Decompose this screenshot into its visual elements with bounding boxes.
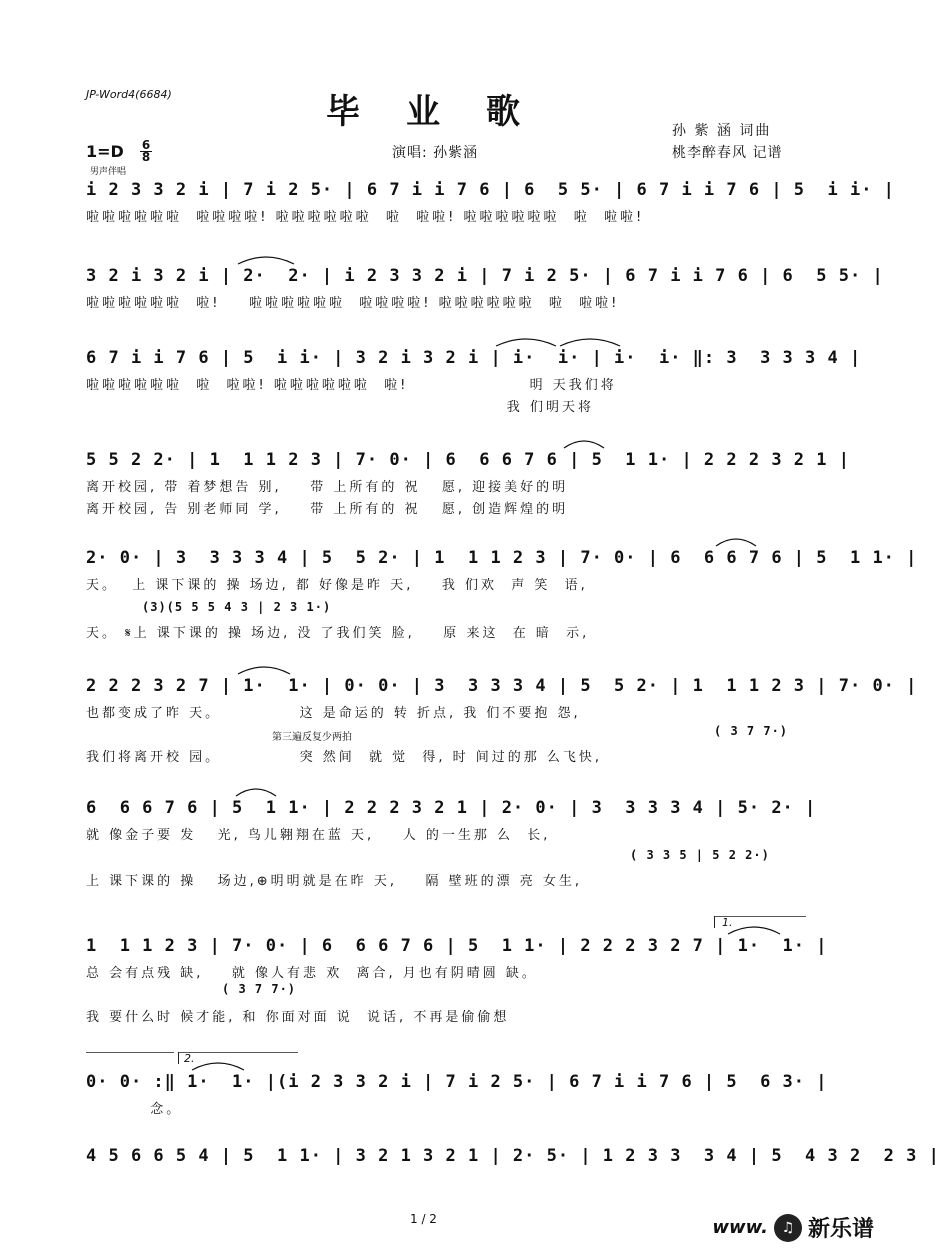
lyric-line-2: 我 要什么时 候才能, 和 你面对面 说 说话, 不再是偷偷想 xyxy=(86,1010,510,1025)
score-system-5 xyxy=(86,544,918,648)
lyric-line-1: 念。 xyxy=(86,1102,183,1117)
lyric-line-2: 天。 𝄋上 课下课的 操 场边, 没 了我们笑 脸, 原 来这 在 暗 示, xyxy=(86,626,590,641)
score-system-6 xyxy=(86,672,918,772)
page-number: 1 / 2 xyxy=(410,1212,437,1226)
lyric-line-1: 也都变成了昨 天。 这 是命运的 转 折点, 我 们不要抱 怨, xyxy=(86,706,581,721)
lyric-line-1: 啦啦啦啦啦啦 啦 啦啦! 啦啦啦啦啦啦 啦! 明 天我们将 xyxy=(86,378,617,393)
lyric-line-1: 天。 上 课下课的 操 场边, 都 好像是昨 天, 我 们欢 声 笑 语, xyxy=(86,578,588,593)
lyric-line-1: 啦啦啦啦啦啦 啦! 啦啦啦啦啦啦 啦啦啦啦! 啦啦啦啦啦啦 啦 啦啦! xyxy=(86,296,620,311)
notation-line: 3 2 i 3 2 i | 2· 2· | i 2 3 3 2 i | 7 i 2 5· | 6 7 i i 7 6 | 6 5 5· | xyxy=(86,266,884,286)
volta-number: 2. xyxy=(184,1052,195,1065)
notation-line: 0· 0· :‖ 1· 1· |(i 2 3 3 2 i | 7 i 2 5· | 6 7 i i 7 6 | 5 6 3· | xyxy=(86,1072,828,1092)
lyric-line-2: 我 们明天将 xyxy=(86,400,594,415)
notation-line: 2 2 2 3 2 7 | 1· 1· | 0· 0· | 3 3 3 3 4 | 5 5 2· | 1 1 1 2 3 | 7· 0· | xyxy=(86,676,918,696)
score-system-10 xyxy=(86,1142,940,1182)
lyricist-composer-credit: 孙 紫 涵 词曲 xyxy=(672,123,772,139)
notation-line: 5 5 2 2· | 1 1 1 2 3 | 7· 0· | 6 6 6 7 6 | 5 1 1· | 2 2 2 3 2 1 | xyxy=(86,450,850,470)
score-system-3 xyxy=(86,344,862,424)
edition-label: JP-Word4(6684) xyxy=(86,88,172,101)
accompaniment-notes: (3)(5 5 5 4 3 | 2 3 1·) xyxy=(142,600,332,614)
lyric-line-2: 上 课下课的 操 场边,⊕明明就是在昨 天, 隔 壁班的漂 亮 女生, xyxy=(86,874,583,889)
brand-watermark xyxy=(712,1212,874,1243)
voice-note: 男声伴唱 xyxy=(90,167,127,177)
notation-line: 1 1 1 2 3 | 7· 0· | 6 6 6 7 6 | 5 1 1· | 2 2 2 3 2 7 | 1· 1· | xyxy=(86,936,828,956)
notation-line: i 2 3 3 2 i | 7 i 2 5· | 6 7 i i 7 6 | 6 5 5· | 6 7 i i 7 6 | 5 i i· | xyxy=(86,180,895,200)
notation-line: 4 5 6 6 5 4 | 5 1 1· | 3 2 1 3 2 1 | 2· 5· | 1 2 3 3 3 4 | 5 4 3 2 2 3 | xyxy=(86,1146,940,1166)
score-system-7 xyxy=(86,794,817,894)
lyric-line-1: 总 会有点残 缺, 就 像人有悲 欢 离合, 月也有阴晴圆 缺。 xyxy=(86,966,538,981)
singer-credit: 演唱: 孙紫涵 xyxy=(392,145,479,161)
accompaniment-notes: ( 3 7 7·) xyxy=(714,724,789,738)
key-signature: 1=D xyxy=(86,142,124,161)
brand-url: www. xyxy=(712,1217,768,1238)
time-signature xyxy=(140,140,152,163)
volta-bracket-edge xyxy=(178,1052,179,1064)
volta-number: 1. xyxy=(722,916,733,929)
transcriber-credit: 桃李醉春风 记谱 xyxy=(672,145,783,161)
time-denominator: 8 xyxy=(141,150,151,164)
lyric-line-1: 啦啦啦啦啦啦 啦啦啦啦! 啦啦啦啦啦啦 啦 啦啦! 啦啦啦啦啦啦 啦 啦啦! xyxy=(86,210,645,225)
time-numerator: 6 xyxy=(141,138,151,152)
volta-bracket xyxy=(178,1052,298,1053)
volta-bracket-edge xyxy=(714,916,715,928)
lyric-line-2: 我们将离开校 园。 突 然间 就 觉 得, 时 间过的那 么飞快, xyxy=(86,750,603,765)
notation-line: 2· 0· | 3 3 3 3 4 | 5 5 2· | 1 1 1 2 3 | 7· 0· | 6 6 6 7 6 | 5 1 1· | xyxy=(86,548,918,568)
music-disc-icon: ♫ xyxy=(774,1214,802,1242)
lyric-line-1: 就 像金子要 发 光, 鸟儿翱翔在蓝 天, 人 的一生那 么 长, xyxy=(86,828,551,843)
volta-bracket-1-end xyxy=(86,1052,174,1053)
repeat-instruction: 第三遍反复少两拍 xyxy=(272,732,352,743)
score-system-8 xyxy=(86,916,828,1032)
brand-name: 新乐谱 xyxy=(807,1217,874,1242)
lyric-line-1: 离开校园, 带 着梦想告 别, 带 上所有的 祝 愿, 迎接美好的明 xyxy=(86,480,569,495)
notation-line: 6 7 i i 7 6 | 5 i i· | 3 2 i 3 2 i | i· i· | i· i· ‖: 3 3 3 3 4 | xyxy=(86,348,862,368)
score-system-1 xyxy=(86,176,895,236)
score-system-9 xyxy=(86,1052,828,1118)
score-system-4 xyxy=(86,446,850,526)
accompaniment-notes: ( 3 7 7·) xyxy=(222,982,297,996)
notation-line: 6 6 6 7 6 | 5 1 1· | 2 2 2 3 2 1 | 2· 0· | 3 3 3 3 4 | 5· 2· | xyxy=(86,798,817,818)
accompaniment-notes: ( 3 3 5 | 5 2 2·) xyxy=(630,848,770,862)
score-system-2 xyxy=(86,262,884,322)
song-title: 毕业歌 xyxy=(326,92,566,132)
lyric-line-2: 离开校园, 告 别老师同 学, 带 上所有的 祝 愿, 创造辉煌的明 xyxy=(86,502,569,517)
